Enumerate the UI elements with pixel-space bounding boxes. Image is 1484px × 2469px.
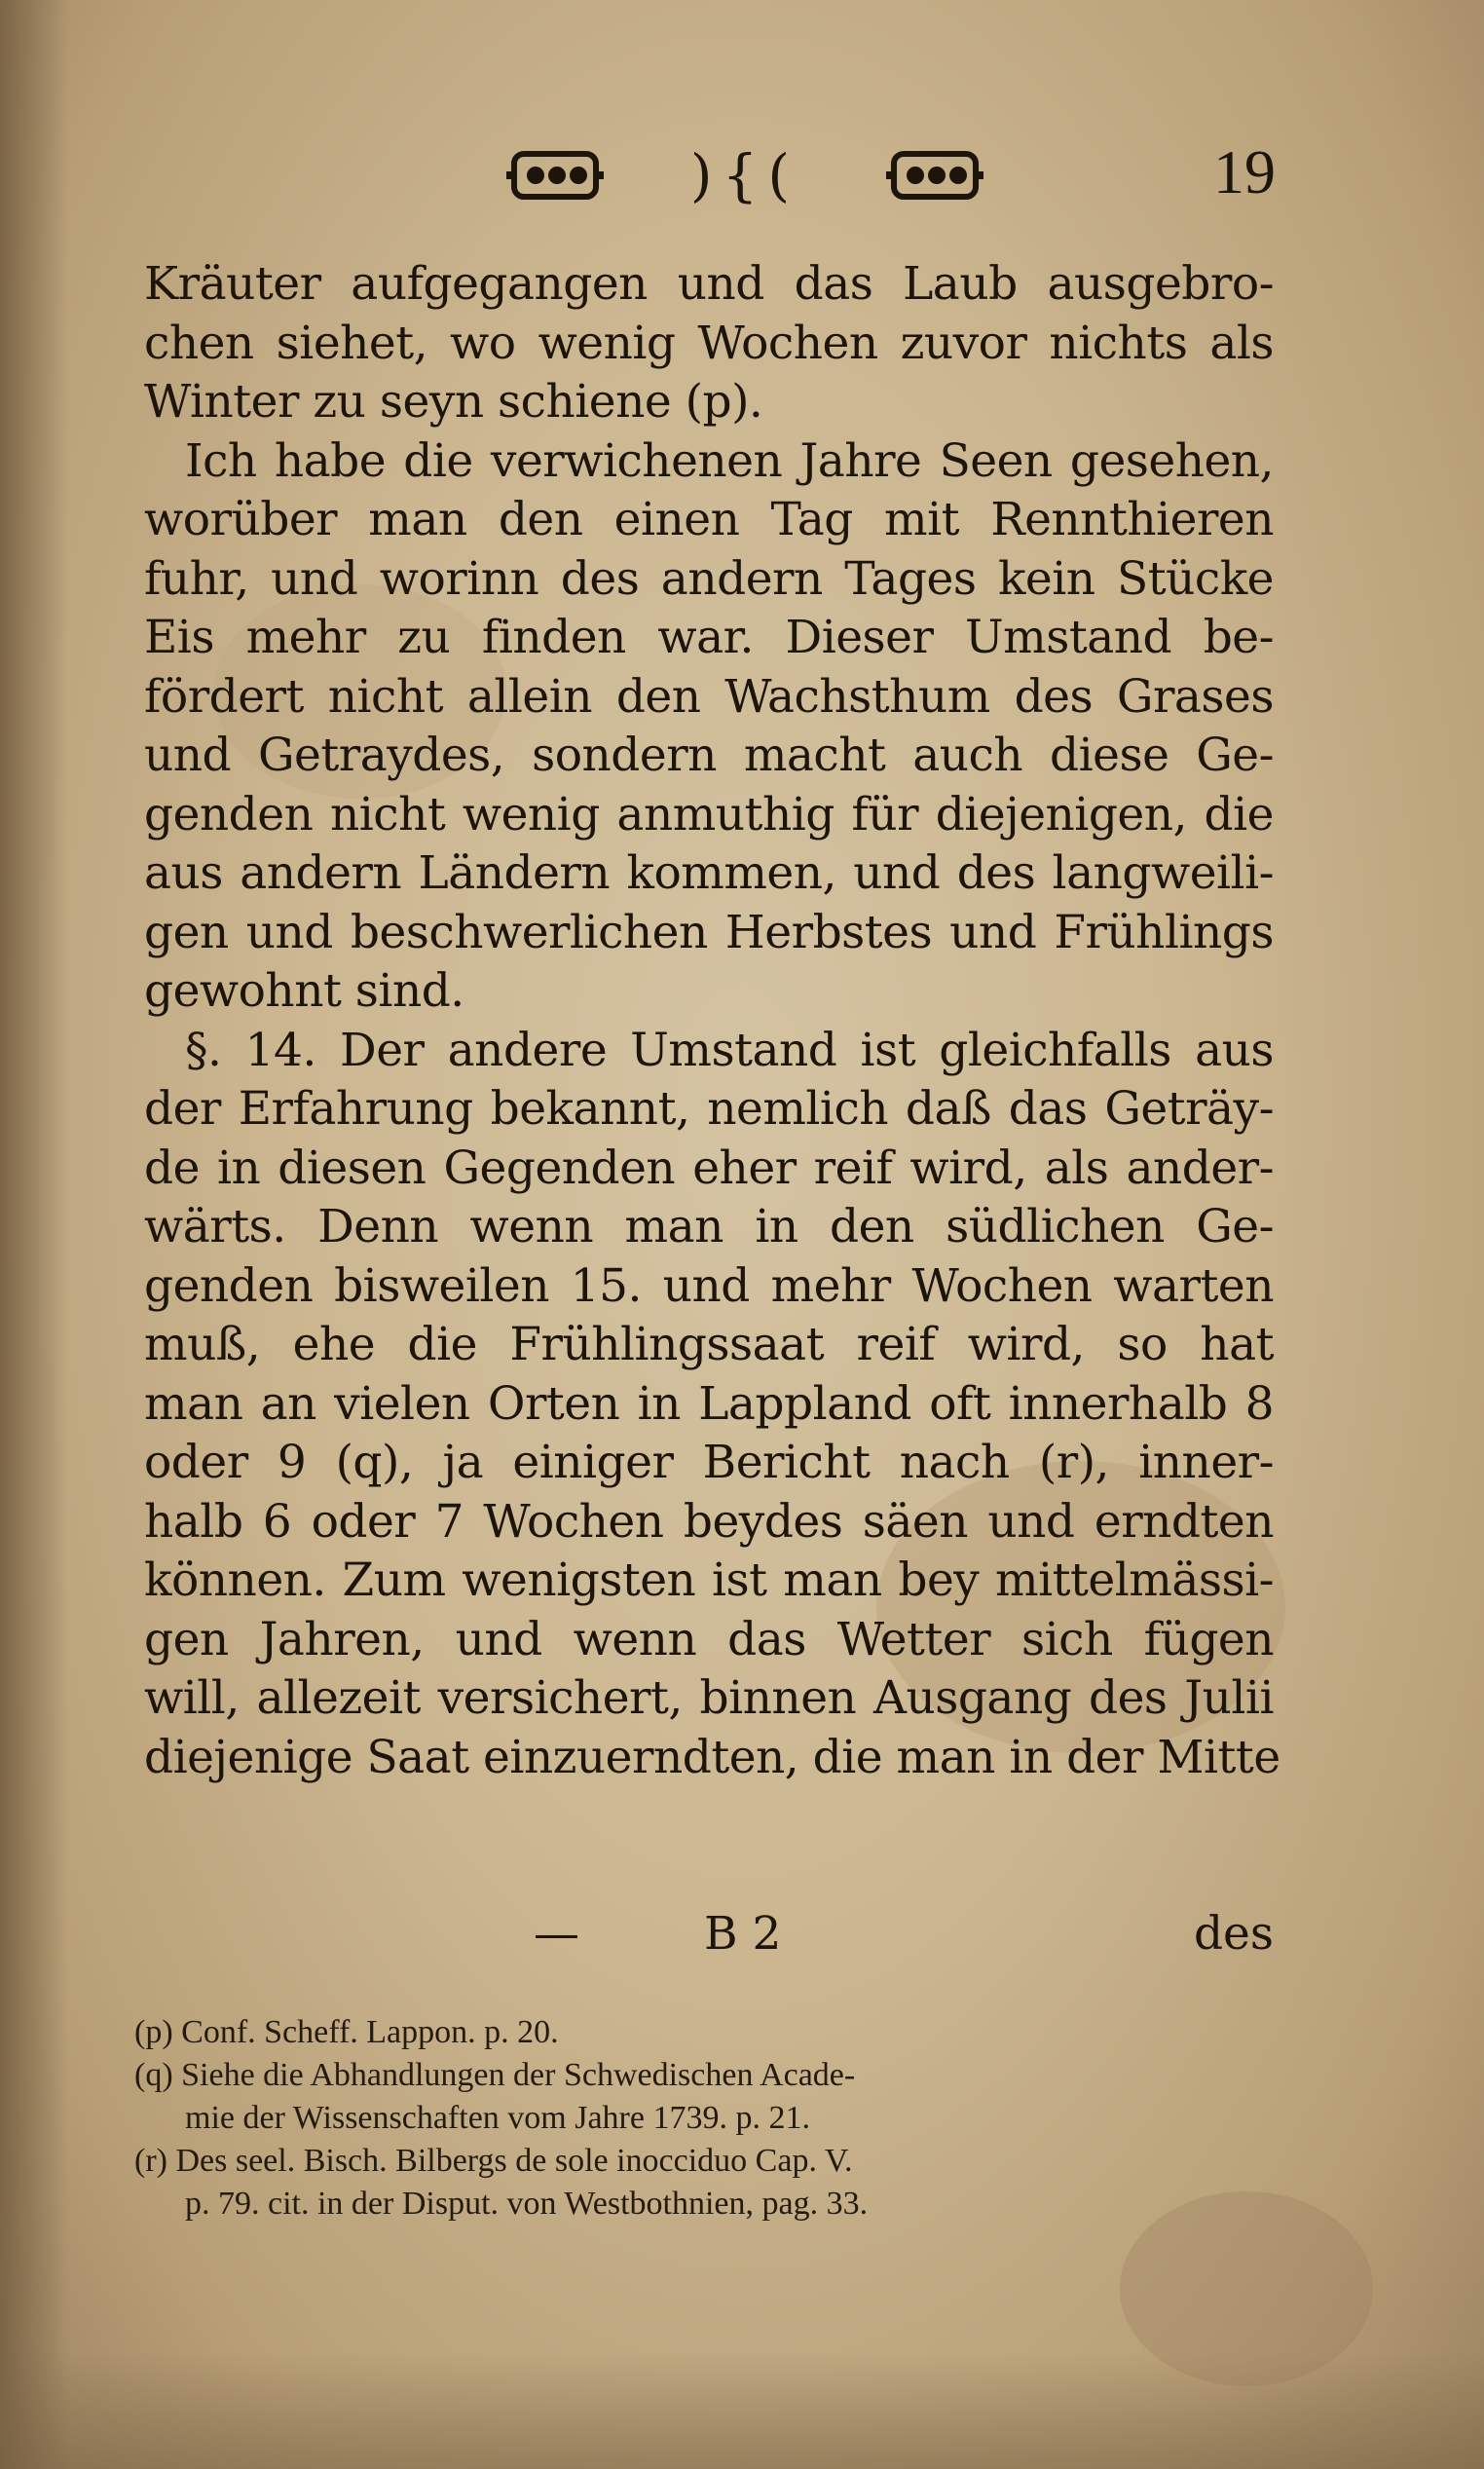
catchword: des <box>1193 1907 1274 1961</box>
text-line: aus andern Ländern kommen, und des langweili- <box>144 846 1274 900</box>
footnotes <box>134 2011 1274 2226</box>
footnote-q-continued: mie der Wissenschaften vom Jahre 1739. p. 21. <box>185 2100 810 2136</box>
text-line: fuhr, und worinn des andern Tages kein Stücke <box>144 551 1274 606</box>
text-line: fördert nicht allein den Wachsthum des Grases <box>144 669 1274 724</box>
text-line: Ich habe die verwichenen Jahre Seen gesehen, <box>185 433 1274 488</box>
text-line: Winter zu seyn schiene (p). <box>144 375 763 429</box>
main-text-block <box>144 255 1280 1787</box>
text-line: gen Jahren, und wenn das Wetter sich fügen <box>144 1612 1274 1666</box>
page-number: 19 <box>1213 137 1276 206</box>
text-line: oder 9 (q), ja einiger Bericht nach (r), inner- <box>144 1436 1274 1489</box>
text-line: genden bisweilen 15. und mehr Wochen warten <box>144 1258 1274 1313</box>
page-edge-shadow <box>0 0 68 2469</box>
text-line: will, allezeit versichert, binnen Ausgang des Julii <box>144 1671 1274 1725</box>
text-line: man an vielen Orten in Lappland oft innerhalb 8 <box>144 1376 1274 1431</box>
fleuron-left-icon <box>506 146 604 205</box>
footnote-r-continued: p. 79. cit. in der Disput. von Westbothnien, pag. 33. <box>185 2186 869 2222</box>
footnote-q: (q) Siehe die Abhandlungen der Schwedischen Acade- <box>134 2057 856 2093</box>
text-line: können. Zum wenigsten ist man bey mittelmässi- <box>144 1553 1274 1607</box>
fleuron-right-icon <box>886 146 983 205</box>
running-header <box>467 136 1295 214</box>
signature-mark: B 2 <box>704 1907 782 1961</box>
text-line: chen siehet, wo wenig Wochen zuvor nichts als <box>144 316 1274 370</box>
section-heading-line: §. 14. Der andere Umstand ist gleichfalls aus <box>185 1023 1274 1077</box>
text-line: Kräuter aufgegangen und das Laub ausgebro- <box>144 257 1274 311</box>
catchword-line <box>144 1907 1274 1965</box>
text-line: diejenige Saat einzuerndten, die man in der Mitte <box>144 1730 1280 1784</box>
text-line: muß, ehe die Frühlingssaat reif wird, so hat <box>144 1318 1274 1371</box>
footnote-p: (p) Conf. Scheff. Lappon. p. 20. <box>134 2014 559 2050</box>
text-line: de in diesen Gegenden eher reif wird, als ander- <box>144 1141 1274 1195</box>
header-ornament <box>506 136 983 214</box>
catchword-dash: — <box>534 1907 579 1961</box>
text-line: der Erfahrung bekannt, nemlich daß das Geträy- <box>144 1082 1274 1136</box>
ornament-text: ){( <box>689 142 800 208</box>
text-line: gen und beschwerlichen Herbstes und Frühlings <box>144 905 1274 959</box>
text-line: und Getraydes, sondern macht auch diese Ge- <box>144 729 1274 782</box>
text-line: worüber man den einen Tag mit Rennthieren <box>144 493 1274 546</box>
text-line: wärts. Denn wenn man in den südlichen Ge- <box>144 1200 1274 1253</box>
text-line: gewohnt sind. <box>144 964 464 1018</box>
text-line: halb 6 oder 7 Wochen beydes säen und erndten <box>144 1494 1274 1549</box>
page-bottom-shadow <box>0 2352 1484 2469</box>
footnote-r: (r) Des seel. Bisch. Bilbergs de sole inocciduo Cap. V. <box>134 2143 853 2179</box>
text-line: genden nicht wenig anmuthig für diejenigen, die <box>144 787 1274 842</box>
text-line: Eis mehr zu finden war. Dieser Umstand be- <box>144 611 1274 664</box>
